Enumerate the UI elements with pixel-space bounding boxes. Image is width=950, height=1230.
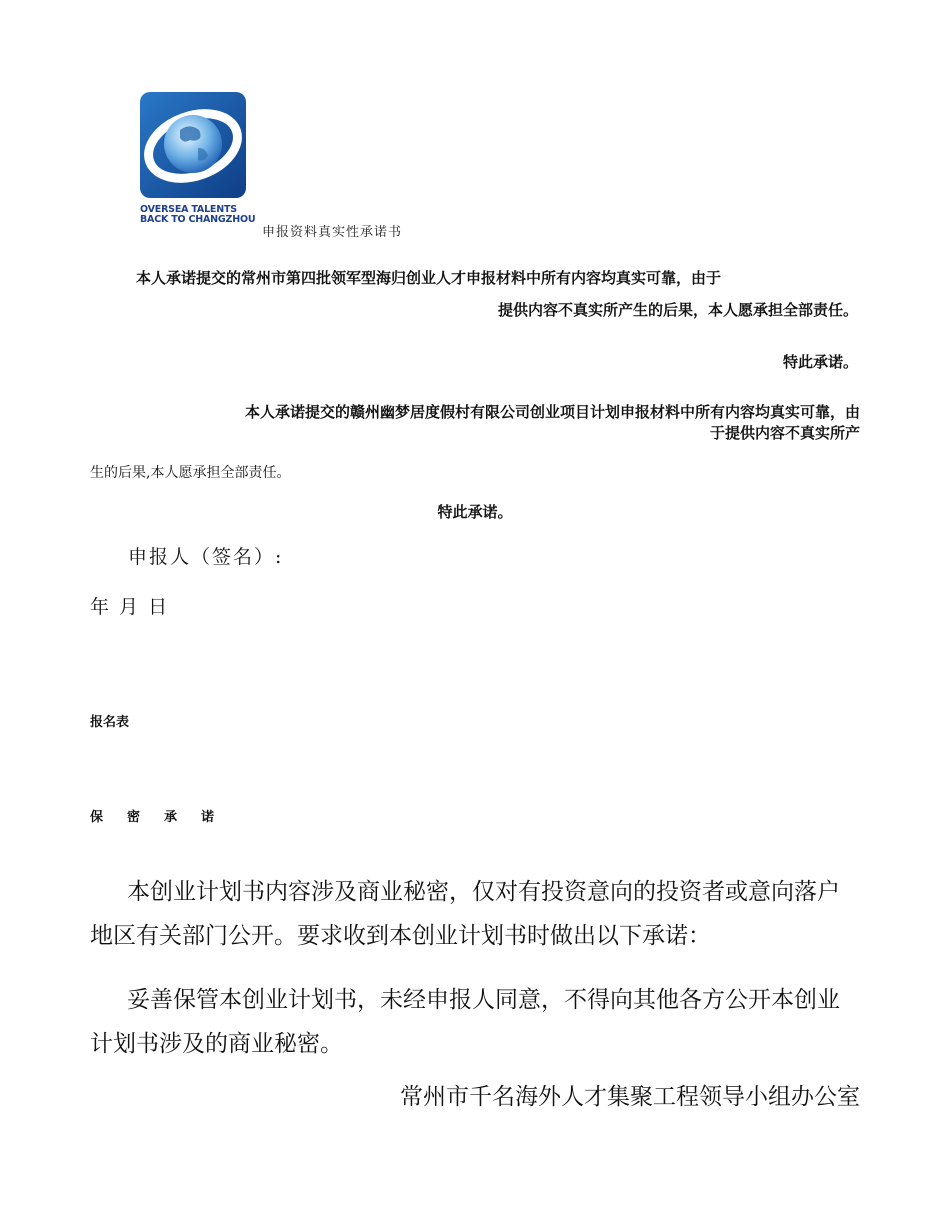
issuing-office: 常州市千名海外人才集聚工程领导小组办公室 — [400, 1084, 860, 1110]
paragraph1-line2: 提供内容不真实所产生的后果，本人愿承担全部责任。 — [497, 301, 858, 319]
paragraph2-closing: 特此承诺。 — [437, 503, 513, 521]
confidentiality-heading: 保密承诺 — [90, 810, 239, 825]
date-line: 年 月 日 — [90, 596, 170, 618]
paragraph2-line1: 本人承诺提交的赣州幽梦居度假村有限公司创业项目计划申报材料中所有内容均真实可靠，由 — [244, 403, 860, 421]
form-heading: 报名表 — [90, 715, 130, 730]
confidentiality-body1: 本创业计划书内容涉及商业秘密，仅对有投资意向的投资者或意向落户地区有关部门公开。要求收到本创业计划书时做出以下承诺： — [90, 879, 840, 949]
oversea-talents-logo — [140, 92, 246, 198]
logo-wordmark — [140, 205, 260, 225]
document-title: 申报资料真实性承诺书 — [262, 225, 403, 240]
paragraph2-line2: 于提供内容不真实所产 — [709, 424, 860, 442]
paragraph1-closing: 特此承诺。 — [782, 353, 858, 371]
globe-icon — [140, 92, 246, 198]
logo-line2: BACK TO CHANGZHOU — [140, 214, 256, 225]
paragraph1-line1: 本人承诺提交的常州市第四批领军型海归创业人才申报材料中所有内容均真实可靠，由于 — [136, 269, 722, 287]
paragraph2-line3: 生的后果,本人愿承担全部责任。 — [90, 465, 291, 481]
signature-line: 申报人（签名）: — [128, 546, 284, 568]
logo-line1: OVERSEA TALENTS — [140, 204, 237, 215]
confidentiality-body2: 妥善保管本创业计划书，未经申报人同意，不得向其他各方公开本创业计划书涉及的商业秘密。 — [90, 987, 840, 1057]
